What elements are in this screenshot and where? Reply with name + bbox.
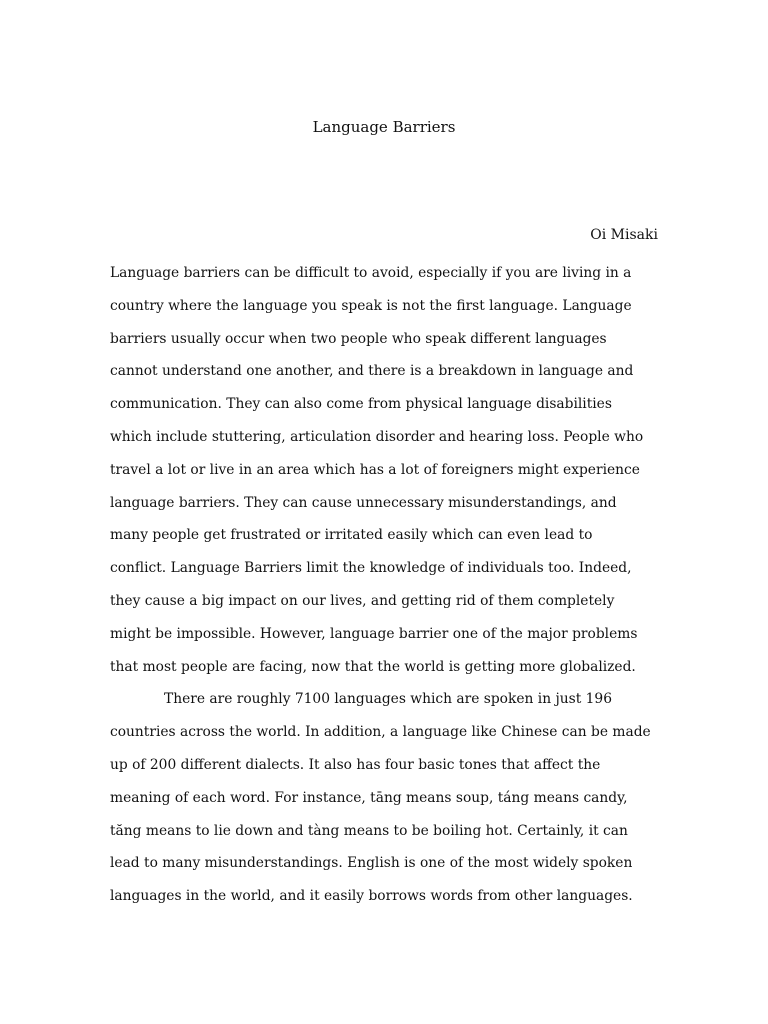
body-line: that most people are facing, now that the world is getting more globalized. [110,658,636,675]
body-line: cannot understand one another, and there is a breakdown in language and [110,363,634,380]
body-line: many people get frustrated or irritated easily which can even lead to [110,527,593,544]
body-line: tăng means to lie down and tàng means to be boiling hot. Certainly, it can [110,822,628,839]
body-line: communication. They can also come from physical language disabilities [110,396,612,413]
body-line: conflict. Language Barriers limit the knowledge of individuals too. Indeed, [110,560,632,577]
body-line: Language barriers can be difficult to avoid, especially if you are living in a [110,265,632,281]
body-line: might be impossible. However, language barrier one of the major problems [110,625,638,642]
author-name: Oi Misaki [590,227,658,243]
body-line: countries across the world. In addition, a language like Chinese can be made [110,724,651,741]
body-line: country where the language you speak is not the first language. Language [110,297,632,314]
body-line: they cause a big impact on our lives, and getting rid of them completely [110,592,615,609]
body-line: travel a lot or live in an area which has a lot of foreigners might experience [110,461,640,478]
body-line: language barriers. They can cause unnecessary misunderstandings, and [110,494,617,511]
body-line: meaning of each word. For instance, tāng means soup, táng means candy, [110,789,628,806]
body-line: There are roughly 7100 languages which are spoken in just 196 [164,691,612,708]
body-line: barriers usually occur when two people who speak different languages [110,330,607,347]
body-line: which include stuttering, articulation disorder and hearing loss. People who [110,428,644,445]
body-line: up of 200 different dialects. It also has four basic tones that affect the [110,756,601,773]
body-line: lead to many misunderstandings. English is one of the most widely spoken [110,855,633,872]
body-line: languages in the world, and it easily borrows words from other languages. [110,888,633,905]
document-body [110,262,660,918]
document-title: Language Barriers [312,118,456,136]
